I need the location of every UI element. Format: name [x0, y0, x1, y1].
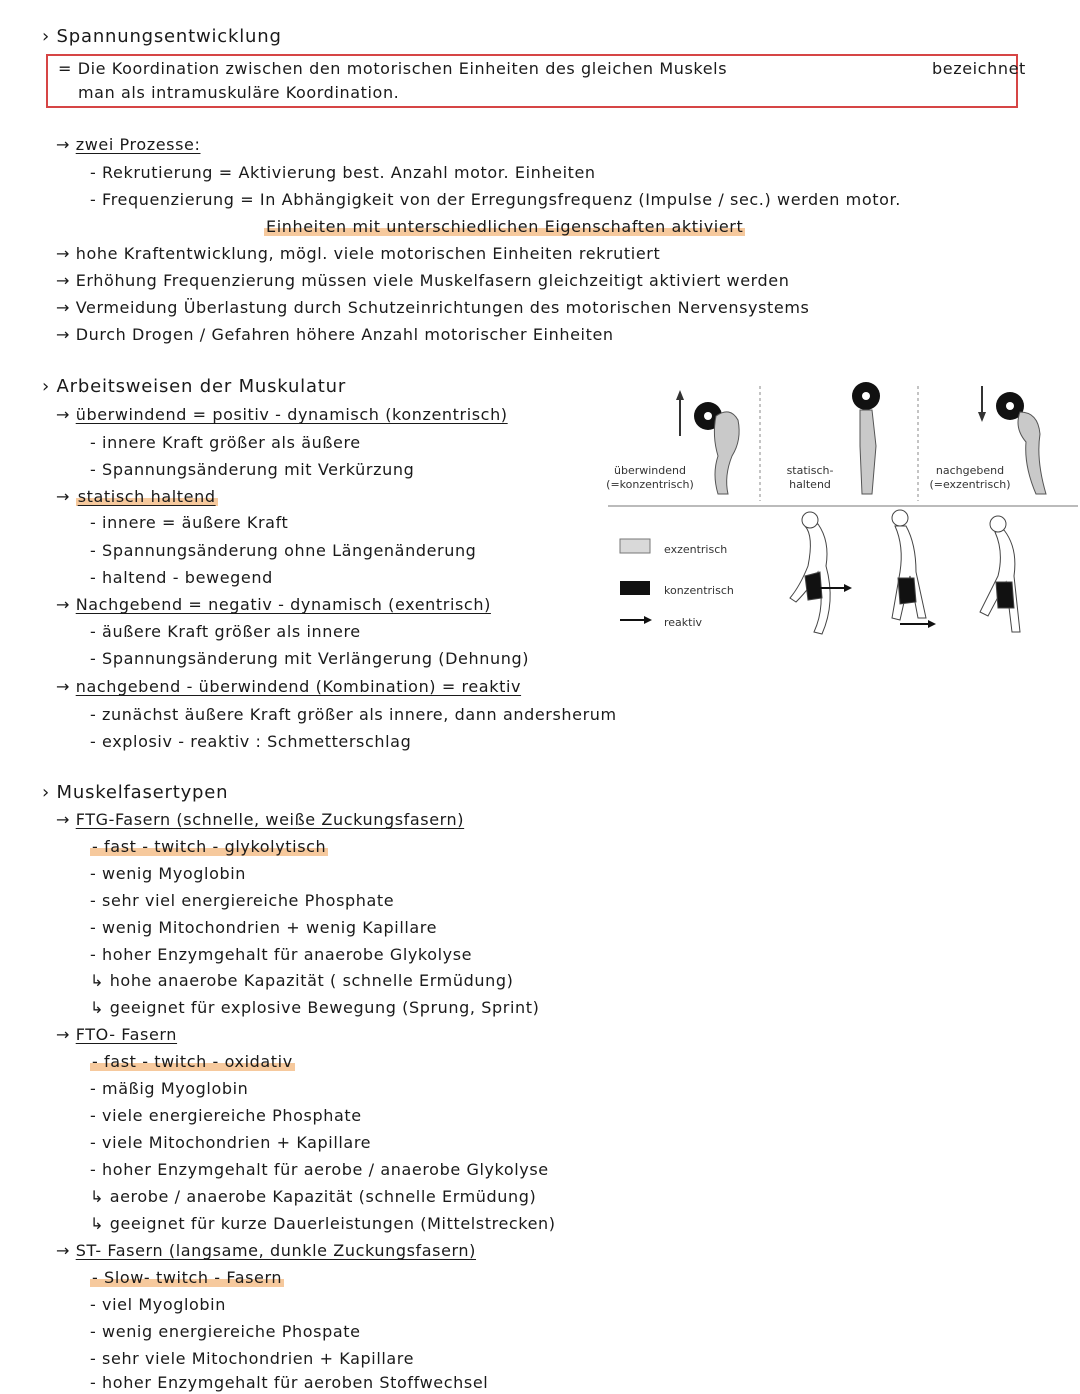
fto-point-4: - viele Mitochondrien + Kapillare	[90, 1133, 372, 1152]
legend-exzentrisch-label: exzentrisch	[664, 543, 728, 556]
definition-line-1-end: bezeichnet	[932, 59, 1026, 78]
figure-label-ueberwindend: überwindend (=konzentrisch)	[606, 464, 694, 491]
lifter-static-figure	[852, 382, 880, 494]
ueberwindend-point-2: - Spannungsänderung mit Verkürzung	[90, 460, 415, 479]
legend-exzentrisch-swatch	[620, 539, 650, 553]
ftg-heading: → FTG-Fasern (schnelle, weiße Zuckungsfasern)	[56, 810, 465, 829]
ftg-point-3: - sehr viel energiereiche Phosphate	[90, 891, 395, 910]
rekrutierung-line: - Rekrutierung = Aktivierung best. Anzahl motor. Einheiten	[90, 163, 596, 182]
statisch-point-3: - haltend - bewegend	[90, 568, 273, 587]
figure-label-nachgebend: nachgebend (=exzentrisch)	[929, 464, 1011, 491]
legend-reaktiv-label: reaktiv	[664, 616, 703, 629]
runner-figures	[790, 510, 1020, 634]
figure-label-statisch: statisch- haltend	[786, 464, 834, 491]
kombination-heading: → nachgebend - überwindend (Kombination) = reaktiv	[56, 677, 522, 696]
statisch-point-2: - Spannungsänderung ohne Längenänderung	[90, 541, 477, 560]
fto-point-3: - viele energiereiche Phosphate	[90, 1106, 362, 1125]
ftg-point-1: - fast - twitch - glykolytisch	[92, 837, 327, 856]
fto-heading: → FTO- Fasern	[56, 1025, 178, 1044]
processes-heading: → zwei Prozesse:	[56, 135, 201, 154]
st-point-2: - viel Myoglobin	[90, 1295, 226, 1314]
bullet-ueberlastung: → Vermeidung Überlastung durch Schutzeinrichtungen des motorischen Nervensystems	[56, 298, 810, 317]
st-heading: → ST- Fasern (langsame, dunkle Zuckungsfasern)	[56, 1241, 477, 1260]
fto-point-6: ↳ aerobe / anaerobe Kapazität (schnelle Ermüdung)	[90, 1187, 537, 1206]
section-spannungsentwicklung-title: › Spannungsentwicklung	[42, 26, 282, 47]
definition-line-2: man als intramuskuläre Koordination.	[78, 83, 400, 102]
legend-konzentrisch-label: konzentrisch	[664, 584, 734, 597]
section-muskelfasertypen-title: › Muskelfasertypen	[42, 782, 229, 803]
fto-point-1: - fast - twitch - oxidativ	[92, 1052, 293, 1071]
kombination-point-1: - zunächst äußere Kraft größer als innere, dann andersherum	[90, 705, 617, 724]
kombination-point-2: - explosiv - reaktiv : Schmetterschlag	[90, 732, 412, 751]
ftg-point-5: - hoher Enzymgehalt für anaerobe Glykolyse	[90, 945, 473, 964]
muscle-work-figure	[600, 376, 1080, 676]
nachgebend-point-1: - äußere Kraft größer als innere	[90, 622, 361, 641]
definition-box	[46, 54, 1026, 108]
st-point-4: - sehr viele Mitochondrien + Kapillare	[90, 1349, 415, 1368]
ueberwindend-heading: → überwindend = positiv - dynamisch (konzentrisch)	[56, 405, 508, 424]
legend-konzentrisch-swatch	[620, 581, 650, 595]
fto-point-7: ↳ geeignet für kurze Dauerleistungen (Mittelstrecken)	[90, 1214, 556, 1233]
nachgebend-heading: → Nachgebend = negativ - dynamisch (exentrisch)	[56, 595, 491, 614]
ftg-point-7: ↳ geeignet für explosive Bewegung (Sprung, Sprint)	[90, 998, 540, 1017]
definition-line-1: = Die Koordination zwischen den motorischen Einheiten des gleichen Muskels	[58, 59, 728, 78]
ftg-point-4: - wenig Mitochondrien + wenig Kapillare	[90, 918, 438, 937]
bullet-drogen: → Durch Drogen / Gefahren höhere Anzahl motorischer Einheiten	[56, 325, 614, 344]
ftg-point-2: - wenig Myoglobin	[90, 864, 247, 883]
fto-point-5: - hoher Enzymgehalt für aerobe / anaerobe Glykolyse	[90, 1160, 549, 1179]
frequenzierung-line-2: Einheiten mit unterschiedlichen Eigenschaften aktiviert	[266, 217, 744, 236]
st-point-1: - Slow- twitch - Fasern	[92, 1268, 283, 1287]
fto-point-2: - mäßig Myoglobin	[90, 1079, 249, 1098]
st-point-3: - wenig energiereiche Phospate	[90, 1322, 361, 1341]
frequenzierung-line: - Frequenzierung = In Abhängigkeit von der Erregungsfrequenz (Impulse / sec.) werden motor.	[90, 190, 901, 209]
bullet-kraftentwicklung: → hohe Kraftentwicklung, mögl. viele motorischen Einheiten rekrutiert	[56, 244, 661, 263]
statisch-point-1: - innere = äußere Kraft	[90, 513, 289, 532]
statisch-heading: → statisch haltend	[56, 487, 216, 506]
bullet-frequenzierung: → Erhöhung Frequenzierung müssen viele Muskelfasern gleichzeitigt aktiviert werden	[56, 271, 790, 290]
ueberwindend-point-1: - innere Kraft größer als äußere	[90, 433, 361, 452]
ftg-point-6: ↳ hohe anaerobe Kapazität ( schnelle Ermüdung)	[90, 971, 514, 990]
nachgebend-point-2: - Spannungsänderung mit Verlängerung (Dehnung)	[90, 649, 530, 668]
st-point-5: - hoher Enzymgehalt für aeroben Stoffwechsel	[90, 1373, 489, 1392]
section-arbeitsweisen-title: › Arbeitsweisen der Muskulatur	[42, 376, 347, 397]
